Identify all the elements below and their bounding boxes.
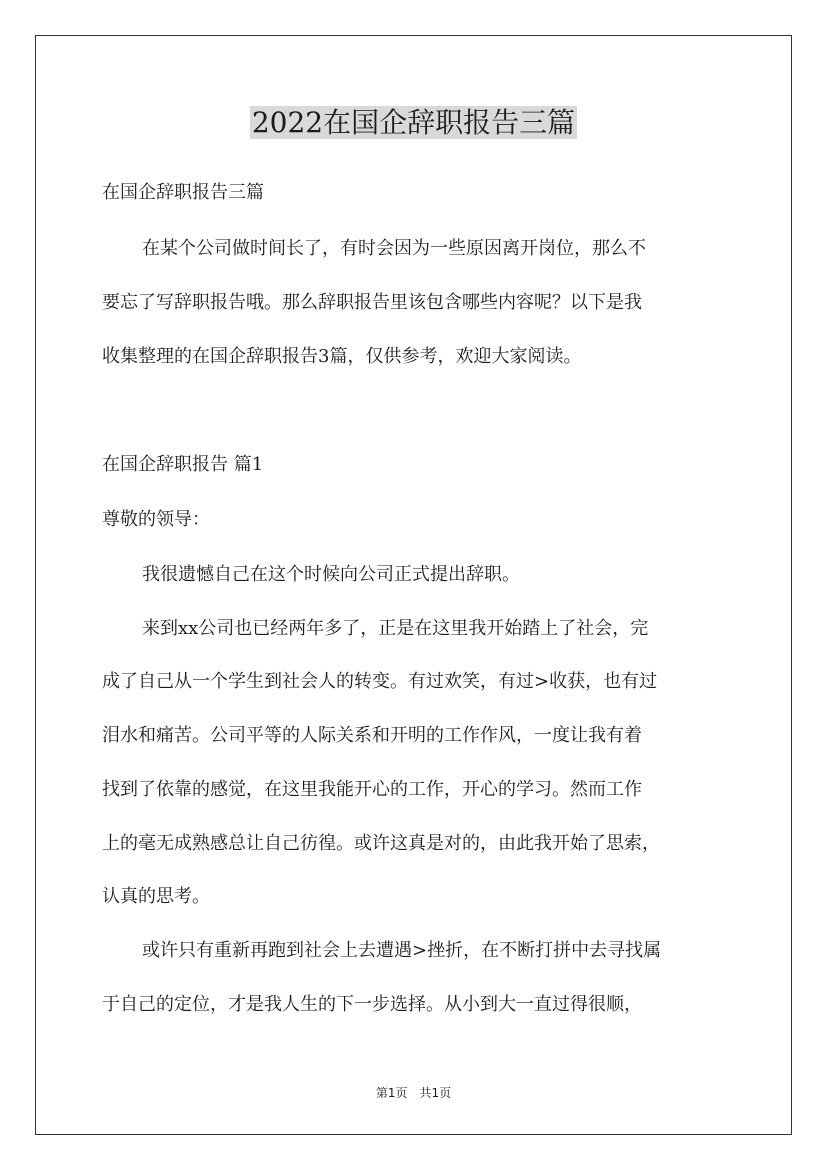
intro-paragraph-line: 要忘了写辞职报告哦。那么辞职报告里该包含哪些内容呢？以下是我 [102, 292, 642, 313]
body-paragraph-line: 或许只有重新再跑到社会上去遭遇>挫折，在不断打拼中去寻找属 [142, 940, 662, 961]
document-title [0, 103, 827, 143]
body-paragraph-line: 来到xx公司也已经两年多了，正是在这里我开始踏上了社会，完 [142, 618, 649, 639]
intro-paragraph-line: 在某个公司做时间长了，有时会因为一些原因离开岗位，那么不 [142, 238, 646, 259]
page-footer: 第1页 共1页 [375, 1086, 452, 1100]
body-paragraph-line: 泪水和痛苦。公司平等的人际关系和开明的工作作风，一度让我有着 [102, 725, 642, 746]
body-paragraph-line: 认真的思考。 [102, 886, 210, 907]
section-heading: 在国企辞职报告 篇1 [102, 454, 264, 475]
body-paragraph-line: 成了自己从一个学生到社会人的转变。有过欢笑，有过>收获，也有过 [102, 671, 658, 692]
body-paragraph-line: 于自己的定位，才是我人生的下一步选择。从小到大一直过得很顺， [102, 994, 642, 1015]
doc-subtitle: 在国企辞职报告三篇 [102, 182, 264, 203]
intro-paragraph-line: 收集整理的在国企辞职报告3篇，仅供参考，欢迎大家阅读。 [102, 346, 582, 367]
body-paragraph-line: 我很遗憾自己在这个时候向公司正式提出辞职。 [142, 564, 520, 585]
body-paragraph-line: 上的毫无成熟感总让自己彷徨。或许这真是对的，由此我开始了思索， [102, 833, 660, 854]
body-paragraph-line: 找到了依靠的感觉，在这里我能开心的工作，开心的学习。然而工作 [102, 779, 642, 800]
document-title-text: 2022在国企辞职报告三篇 [251, 106, 576, 139]
salutation: 尊敬的领导： [102, 509, 210, 530]
